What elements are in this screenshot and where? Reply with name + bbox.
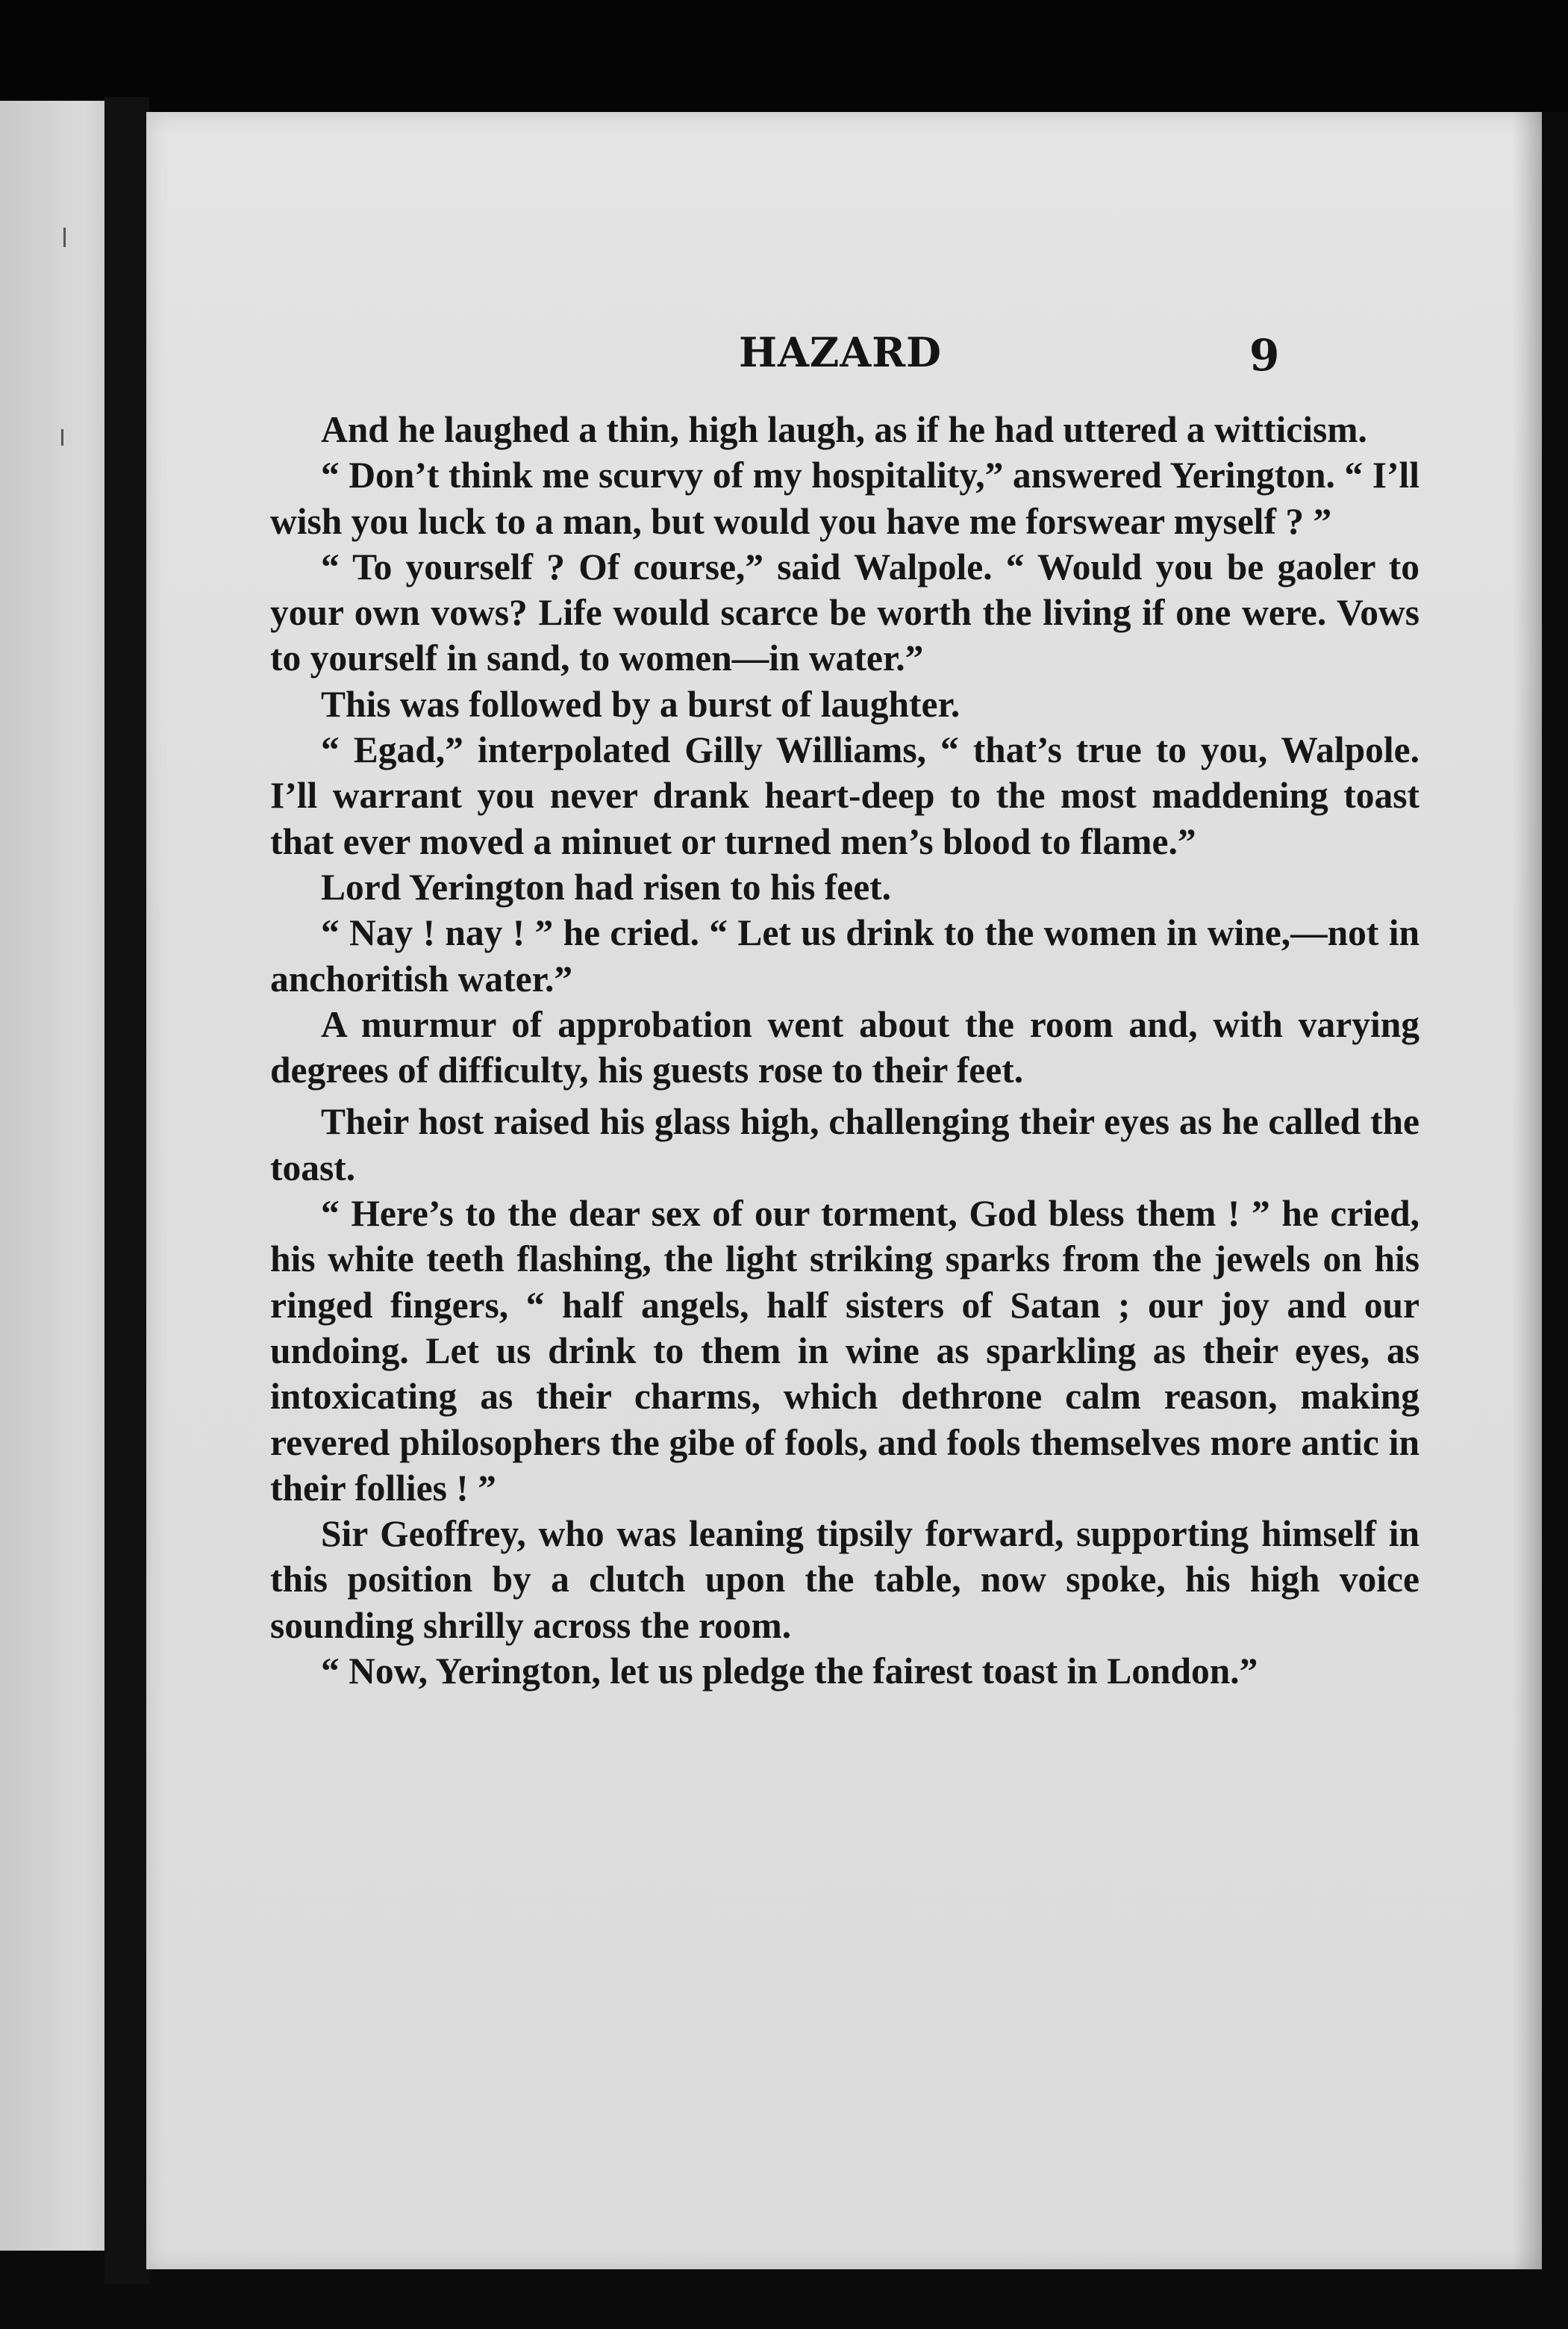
paragraph: “ Nay ! nay ! ” he cried. “ Let us drink to the women in wine,—not in anchoritish water.” [270,912,1419,1000]
paragraph: “ Here’s to the dear sex of our torment, God bless them ! ” he cried, his white teeth flashing, the light striking sparks from the jewels on his ringed fingers, “ half angels, half sisters of Satan ; our joy and our undoing. Let us drink to them in wine as sparkling as their eyes, as intoxicating as their charms, which dethrone calm reason, making revered philosophers the gibe of fools, and fools themselves more antic in their follies ! ” [270,1193,1419,1509]
paragraph: A murmur of approbation went about the room and, with varying degrees of difficulty, his guests rose to their feet. [270,1003,1419,1091]
book-page [146,112,1542,2269]
paragraph: “ Egad,” interpolated Gilly Williams, “ that’s true to you, Walpole. I’ll warrant you never drank heart-deep to the most maddening toast that ever moved a minuet or turned men’s blood to flame.” [270,729,1419,862]
paragraph: Their host raised his glass high, challenging their eyes as he called the toast. [270,1101,1419,1188]
paragraph: “ To yourself ? Of course,” said Walpole. “ Would you be gaoler to your own vows? Life would scarce be worth the living if one were. Vows to yourself in sand, to women—in water.” [270,546,1419,679]
ink-speck [63,228,66,247]
paragraph: Lord Yerington had risen to his feet. [321,866,892,908]
page-number: 9 [1249,330,1280,381]
paragraph: Sir Geoffrey, who was leaning tipsily forward, supporting himself in this position by a clutch upon the table, now spoke, his high voice sounding shrilly across the room. [270,1513,1419,1646]
ink-speck [61,429,63,446]
book-gutter [104,97,149,2284]
paragraph: “ Don’t think me scurvy of my hospitality,” answered Yerington. “ I’ll wish you luck to a man, but would you have me forswear myself ? ” [270,455,1419,542]
paragraph: “ Now, Yerington, let us pledge the fairest toast in London.” [321,1650,1258,1692]
paragraph: And he laughed a thin, high laugh, as if he had uttered a witticism. [321,409,1367,450]
page-header [146,328,1542,396]
body-text [270,407,1419,1694]
paragraph: This was followed by a burst of laughter. [321,683,961,725]
scan-top-border [0,0,1568,112]
running-head: HAZARD [739,328,942,376]
